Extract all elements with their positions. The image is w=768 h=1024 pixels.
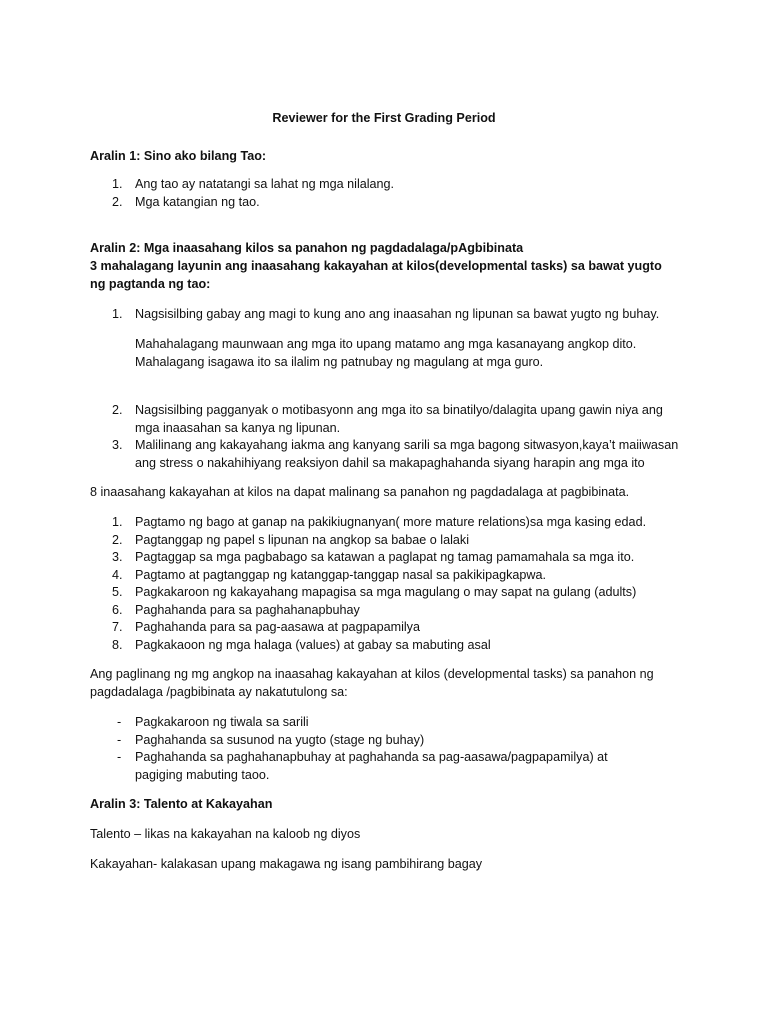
- aralin1-heading: Aralin 1: Sino ako bilang Tao:: [90, 149, 267, 163]
- list-item: 1. Nagsisilbing gabay ang magi to kung ano ang inaasahan ng lipunan sa bawat yugto ng buhay.: [112, 307, 660, 321]
- goals-list-part1: [90, 306, 690, 324]
- list-item: 4. Pagtamo at pagtanggap ng katanggap-tanggap nasal sa pakikipagkapwa.: [112, 567, 547, 582]
- aralin1-list: [90, 176, 690, 211]
- list-item: - Paghahanda sa susunod na yugto (stage ng buhay): [117, 732, 425, 747]
- goals-list-part2: [90, 402, 680, 472]
- list-item: - Pagkakaroon ng tiwala sa sarili: [117, 715, 309, 729]
- list-item: 6. Paghahanda para sa paghahanapbuhay: [112, 602, 360, 617]
- kakayahan-definition: Kakayahan- kalakasan upang makagawa ng isang pambihirang bagay: [90, 857, 483, 871]
- list-item: 3. Pagtaggap sa mga pagbabago sa katawan a paglapat ng tamag pamamahala sa mga ito.: [112, 550, 635, 564]
- list-item: 5. Pagkakaroon ng kakayahang mapagisa sa mga magulang o may sapat na gulang (adults): [112, 585, 637, 599]
- aralin3-heading: Aralin 3: Talento at Kakayahan: [90, 797, 273, 811]
- list-item: 7. Paghahanda para sa pag-aasawa at pagpapamilya: [112, 620, 420, 634]
- list-item: 2. Mga katangian ng tao.: [112, 194, 260, 209]
- tasks-intro: 8 inaasahang kakayahan at kilos na dapat malinang sa panahon ng pagdadalaga at pagbibinata.: [90, 485, 630, 499]
- goal-note-2: Mahalagang isagawa ito sa ilalim ng patnubay ng magulang at mga guro.: [135, 355, 544, 369]
- list-item: - Paghahanda sa paghahanapbuhay at paghahanda sa pag-aasawa/pagpapamilya) at pagiging mabuting taoo.: [117, 750, 608, 782]
- benefits-list: [90, 714, 650, 784]
- list-item: 1. Ang tao ay natatangi sa lahat ng mga nilalang.: [112, 177, 395, 191]
- list-item: 2. Pagtanggap ng papel s lipunan na angkop sa babae o lalaki: [112, 532, 470, 547]
- document-title: Reviewer for the First Grading Period: [272, 111, 496, 125]
- list-item: 1. Pagtamo ng bago at ganap na pakikiugnanyan( more mature relations)sa mga kasing edad.: [112, 515, 647, 529]
- goal-note-1: Mahahalagang maunwaan ang mga ito upang matamo ang mga kasanayang angkop dito.: [135, 337, 637, 351]
- tasks-list: [90, 514, 690, 654]
- aralin2-heading: Aralin 2: Mga inaasahang kilos sa panahon ng pagdadalaga/pAgbibinata: [90, 241, 524, 255]
- list-item: 2. Nagsisilbing pagganyak o motibasyonn ang mga ito sa binatilyo/dalagita upang gawin niya ang mga inaasahan sa kanya ng lipunan.: [112, 403, 663, 435]
- list-item: 3. Malilinang ang kakayahang iakma ang kanyang sarili sa mga bagong sitwasyon,kaya’t maiiwasan ang stress o nakahihiyang reaksiyon dahil sa makapaghahanda siyang harapin ang mga ito: [112, 438, 679, 470]
- aralin2-subheading: 3 mahalagang layunin ang inaasahang kakayahan at kilos(developmental tasks) sa bawat yugto ng pagtanda ng tao:: [90, 259, 662, 291]
- list-item: 8. Pagkakaoon ng mga halaga (values) at gabay sa mabuting asal: [112, 637, 491, 652]
- development-paragraph: Ang paglinang ng mg angkop na inaasahag kakayahan at kilos (developmental tasks) sa panahon ng pagdadalaga /pagbibinata ay nakatutulong sa:: [90, 667, 654, 699]
- talento-definition: Talento – likas na kakayahan na kaloob ng diyos: [90, 827, 361, 841]
